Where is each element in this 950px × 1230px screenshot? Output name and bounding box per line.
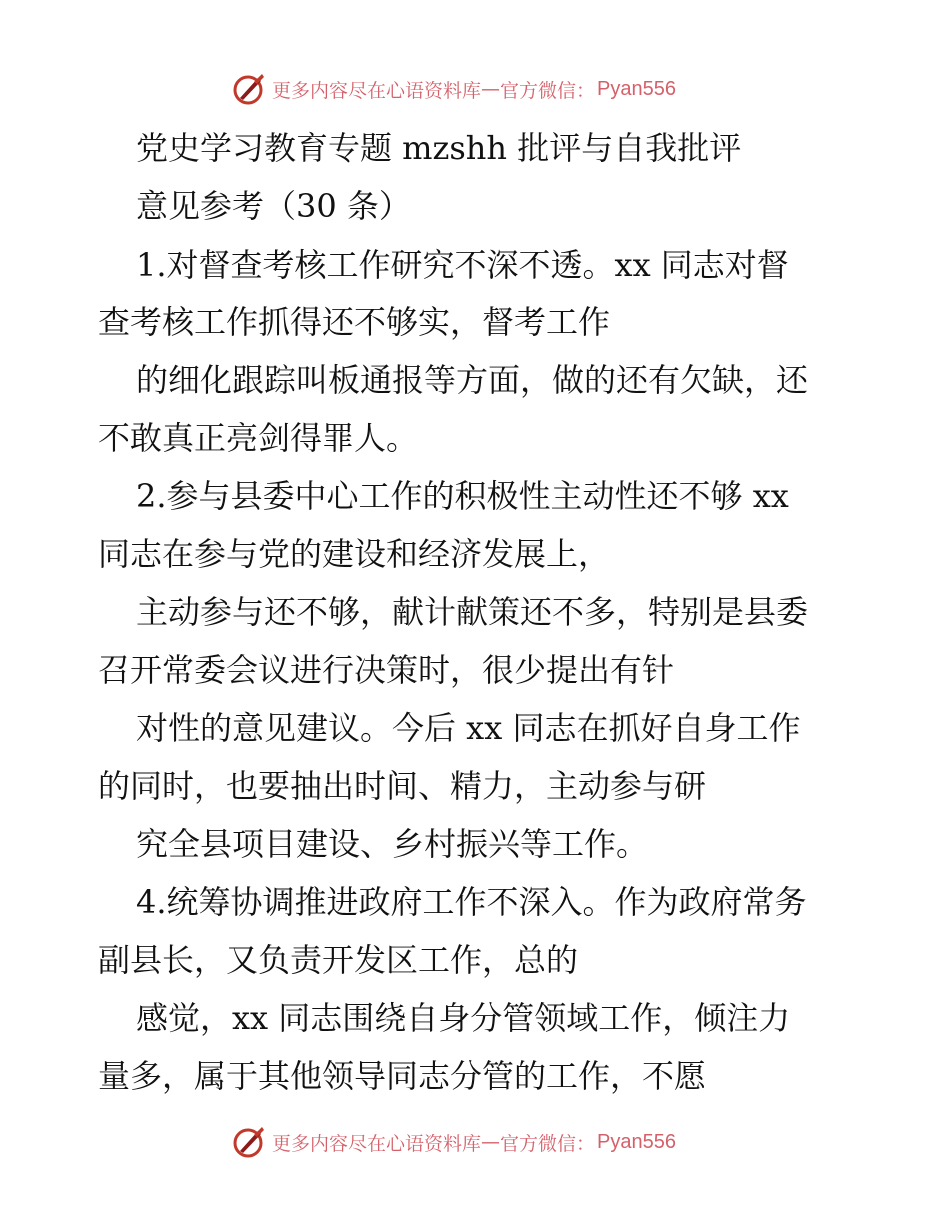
wechat-id: Pyan556	[597, 1130, 676, 1153]
paragraph-line: 究全县项目建设、乡村振兴等工作。	[136, 825, 649, 863]
paragraph-line: 4.统筹协调推进政府工作不深入。作为政府常务	[136, 883, 807, 921]
paragraph-line: 感觉，xx 同志围绕自身分管领域工作，倾注力	[136, 999, 791, 1037]
paragraph-line: 1.对督查考核工作研究不深不透。xx 同志对督	[136, 246, 789, 284]
paragraph-line: 量多，属于其他领导同志分管的工作，不愿	[98, 1057, 707, 1095]
wechat-id: Pyan556	[597, 77, 676, 100]
paragraph-line: 对性的意见建议。今后 xx 同志在抓好自身工作	[136, 709, 801, 747]
watermark-header	[232, 72, 676, 106]
paragraph-line: 同志在参与党的建设和经济发展上，	[98, 535, 611, 573]
paragraph-line: 的同时，也要抽出时间、精力，主动参与研	[98, 767, 707, 805]
quill-logo-icon	[232, 72, 266, 106]
wechat-label: 官方微信：	[500, 1132, 596, 1155]
document-title-line-2: 意见参考（30 条）	[136, 187, 411, 225]
quill-logo-icon	[232, 1125, 266, 1159]
paragraph-line: 副县长，又负责开发区工作，总的	[98, 941, 579, 979]
paragraph-line: 查考核工作抓得还不够实，督考工作	[98, 303, 611, 341]
watermark-separator: —	[481, 78, 501, 100]
watermark-text: 更多内容尽在心语资料库	[272, 79, 482, 102]
paragraph-line: 主动参与还不够，献计献策还不多，特别是县委	[136, 593, 809, 631]
paragraph-line: 的细化跟踪叫板通报等方面，做的还有欠缺，还	[136, 361, 809, 399]
watermark-text: 更多内容尽在心语资料库	[272, 1132, 482, 1155]
paragraph-line: 2.参与县委中心工作的积极性主动性还不够 xx	[136, 477, 789, 515]
wechat-label: 官方微信：	[500, 79, 596, 102]
document-title-line-1: 党史学习教育专题 mzshh 批评与自我批评	[136, 129, 742, 167]
paragraph-line: 召开常委会议进行决策时，很少提出有针	[98, 651, 675, 689]
watermark-footer	[232, 1125, 676, 1159]
watermark-separator: —	[481, 1131, 501, 1153]
paragraph-line: 不敢真正亮剑得罪人。	[98, 419, 419, 457]
